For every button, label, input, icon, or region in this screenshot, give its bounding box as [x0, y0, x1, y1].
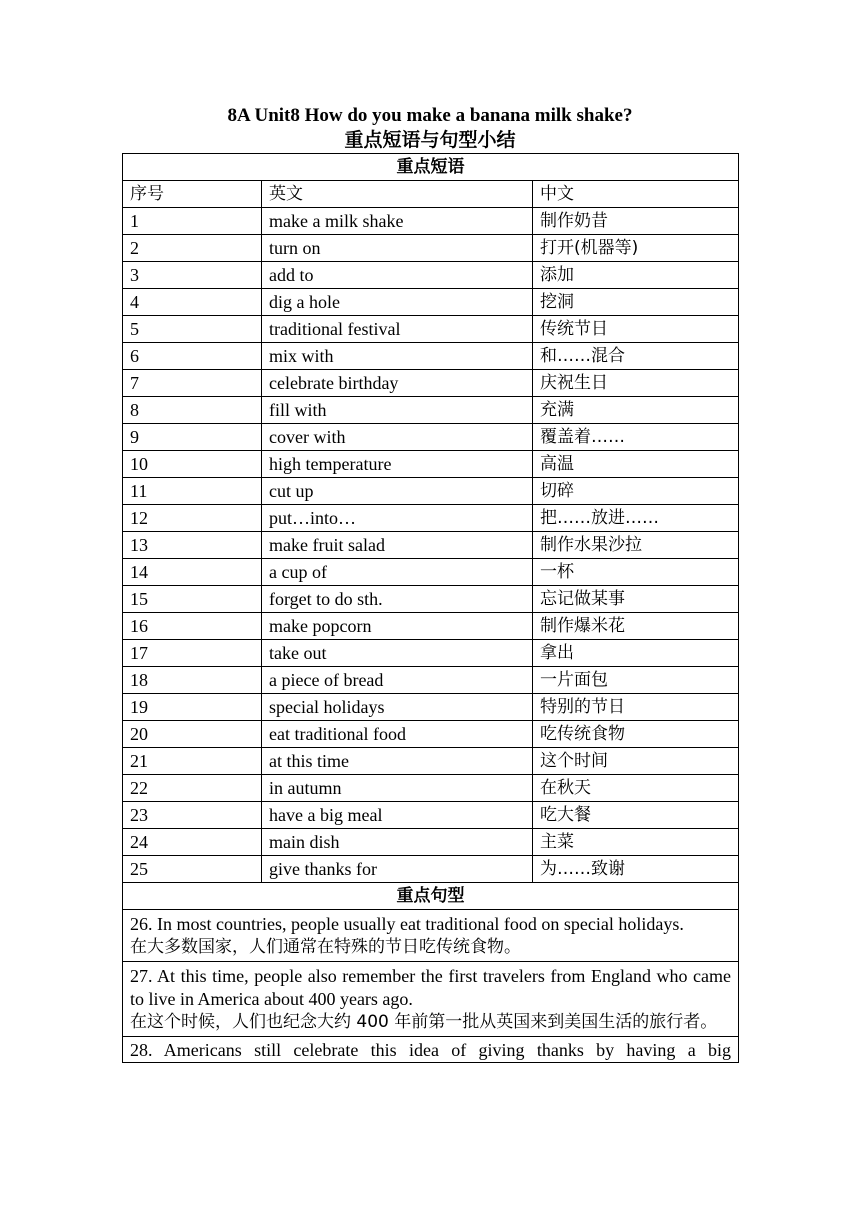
- sentence-chinese: 在大多数国家，人们通常在特殊的节日吃传统食物。: [130, 937, 521, 957]
- row-chinese: 传统节日: [533, 316, 739, 343]
- sentence-english: 27. At this time, people also remember the first travelers from England who came to live in America about 400 years ago.: [130, 966, 732, 1009]
- row-english: dig a hole: [262, 289, 533, 316]
- table-row: [123, 613, 739, 640]
- row-english: forget to do sth.: [262, 586, 533, 613]
- row-chinese: 主菜: [533, 829, 739, 856]
- table-row: [123, 316, 739, 343]
- row-chinese: 和……混合: [533, 343, 739, 370]
- row-number: 4: [123, 289, 262, 316]
- table-row: [123, 829, 739, 856]
- row-english: a cup of: [262, 559, 533, 586]
- sentences-heading-row: [123, 883, 739, 910]
- row-chinese: 特别的节日: [533, 694, 739, 721]
- table-row: [123, 856, 739, 883]
- phrases-heading-row: [123, 154, 739, 181]
- row-number: 24: [123, 829, 262, 856]
- sentence-row: [123, 910, 739, 962]
- row-number: 22: [123, 775, 262, 802]
- table-row: [123, 478, 739, 505]
- sentence-english: 26. In most countries, people usually eat traditional food on special holidays.: [130, 914, 684, 934]
- row-english: take out: [262, 640, 533, 667]
- column-header-row: [123, 181, 739, 208]
- column-header-english: 英文: [262, 181, 533, 208]
- row-number: 1: [123, 208, 262, 235]
- table-row: [123, 775, 739, 802]
- row-number: 9: [123, 424, 262, 451]
- row-english: cut up: [262, 478, 533, 505]
- table-row: [123, 451, 739, 478]
- column-header-chinese: 中文: [533, 181, 739, 208]
- row-number: 23: [123, 802, 262, 829]
- row-number: 12: [123, 505, 262, 532]
- table-row: [123, 640, 739, 667]
- table-row: [123, 559, 739, 586]
- row-chinese: 覆盖着……: [533, 424, 739, 451]
- table-row: [123, 748, 739, 775]
- row-number: 17: [123, 640, 262, 667]
- table-row: [123, 370, 739, 397]
- row-chinese: 把……放进……: [533, 505, 739, 532]
- sentence-row: [123, 962, 739, 1037]
- row-number: 6: [123, 343, 262, 370]
- row-chinese: 庆祝生日: [533, 370, 739, 397]
- row-number: 3: [123, 262, 262, 289]
- table-row: [123, 424, 739, 451]
- row-english: give thanks for: [262, 856, 533, 883]
- row-chinese: 制作奶昔: [533, 208, 739, 235]
- row-chinese: 制作水果沙拉: [533, 532, 739, 559]
- row-chinese: 忘记做某事: [533, 586, 739, 613]
- row-number: 16: [123, 613, 262, 640]
- summary-table: [122, 153, 739, 1063]
- table-row: [123, 235, 739, 262]
- row-english: make a milk shake: [262, 208, 533, 235]
- table-row: [123, 667, 739, 694]
- row-number: 18: [123, 667, 262, 694]
- table-row: [123, 532, 739, 559]
- row-english: eat traditional food: [262, 721, 533, 748]
- row-number: 21: [123, 748, 262, 775]
- row-english: add to: [262, 262, 533, 289]
- row-chinese: 吃大餐: [533, 802, 739, 829]
- row-number: 13: [123, 532, 262, 559]
- row-number: 11: [123, 478, 262, 505]
- row-chinese: 吃传统食物: [533, 721, 739, 748]
- sentence-cell: [123, 962, 739, 1037]
- row-chinese: 在秋天: [533, 775, 739, 802]
- row-number: 5: [123, 316, 262, 343]
- row-chinese: 打开(机器等): [533, 235, 739, 262]
- row-number: 8: [123, 397, 262, 424]
- table-row: [123, 586, 739, 613]
- row-number: 19: [123, 694, 262, 721]
- row-chinese: 制作爆米花: [533, 613, 739, 640]
- table-row: [123, 694, 739, 721]
- row-number: 15: [123, 586, 262, 613]
- row-chinese: 一片面包: [533, 667, 739, 694]
- row-english: high temperature: [262, 451, 533, 478]
- table-row: [123, 343, 739, 370]
- phrases-heading: 重点短语: [123, 154, 739, 181]
- row-english: make popcorn: [262, 613, 533, 640]
- row-english: make fruit salad: [262, 532, 533, 559]
- row-english: main dish: [262, 829, 533, 856]
- row-english: a piece of bread: [262, 667, 533, 694]
- row-chinese: 添加: [533, 262, 739, 289]
- row-chinese: 拿出: [533, 640, 739, 667]
- row-chinese: 这个时间: [533, 748, 739, 775]
- row-number: 25: [123, 856, 262, 883]
- row-english: cover with: [262, 424, 533, 451]
- table-row: [123, 208, 739, 235]
- document-title-english: 8A Unit8 How do you make a banana milk shake?: [227, 105, 633, 126]
- document-title-chinese: 重点短语与句型小结: [344, 129, 516, 151]
- row-english: at this time: [262, 748, 533, 775]
- column-header-number: 序号: [123, 181, 262, 208]
- row-number: 14: [123, 559, 262, 586]
- row-english: traditional festival: [262, 316, 533, 343]
- row-chinese: 一杯: [533, 559, 739, 586]
- row-english: turn on: [262, 235, 533, 262]
- sentence-cell: [123, 910, 739, 962]
- table-row: [123, 262, 739, 289]
- row-english: in autumn: [262, 775, 533, 802]
- row-chinese: 为……致谢: [533, 856, 739, 883]
- row-chinese: 充满: [533, 397, 739, 424]
- table-row: [123, 802, 739, 829]
- row-chinese: 切碎: [533, 478, 739, 505]
- sentence-chinese: 在这个时候，人们也纪念大约 400 年前第一批从英国来到美国生活的旅行者。: [130, 1012, 718, 1032]
- table-row: [123, 289, 739, 316]
- row-english: put…into…: [262, 505, 533, 532]
- row-number: 7: [123, 370, 262, 397]
- row-english: mix with: [262, 343, 533, 370]
- row-english: special holidays: [262, 694, 533, 721]
- row-english: fill with: [262, 397, 533, 424]
- row-chinese: 挖洞: [533, 289, 739, 316]
- table-row: [123, 721, 739, 748]
- row-number: 20: [123, 721, 262, 748]
- row-number: 2: [123, 235, 262, 262]
- sentence-28-partial: 28. Americans still celebrate this idea of giving thanks by having a big: [123, 1037, 739, 1063]
- table-row: [123, 397, 739, 424]
- table-row: [123, 505, 739, 532]
- row-number: 10: [123, 451, 262, 478]
- row-english: have a big meal: [262, 802, 533, 829]
- sentence-row-partial: [123, 1037, 739, 1063]
- row-chinese: 高温: [533, 451, 739, 478]
- row-english: celebrate birthday: [262, 370, 533, 397]
- sentences-heading: 重点句型: [123, 883, 739, 910]
